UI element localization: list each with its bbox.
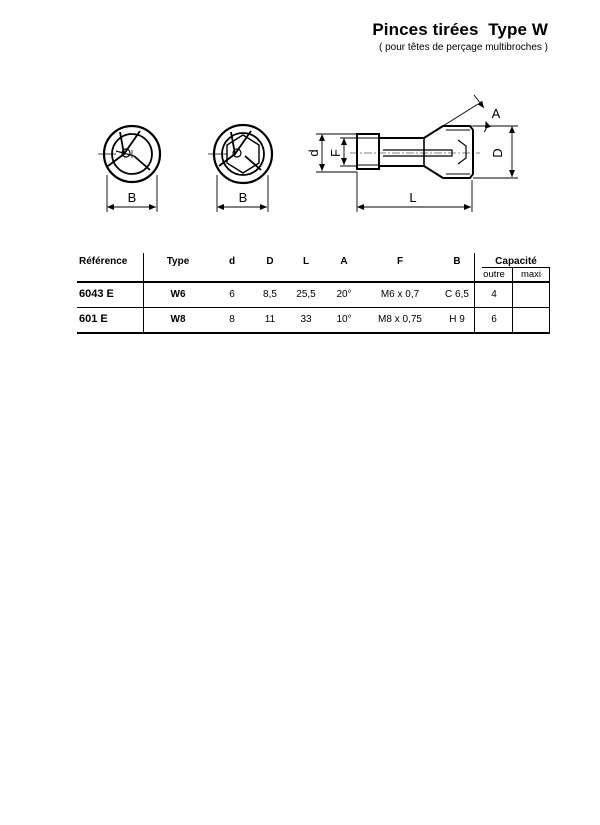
- cell-A: 10°: [336, 314, 352, 325]
- header-maxi: maxi: [520, 269, 542, 280]
- header-A: A: [340, 256, 348, 267]
- header-type: Type: [166, 256, 190, 267]
- cell-reference: 6043 E: [79, 288, 114, 300]
- cell-outre: 6: [491, 314, 497, 325]
- collet-table: [0, 0, 600, 340]
- header-reference: Référence: [79, 256, 128, 267]
- header-D: D: [266, 256, 274, 267]
- cell-B: C 6,5: [445, 289, 469, 300]
- header-capacite: Capacité: [495, 256, 537, 267]
- cell-F: M8 x 0,75: [378, 314, 422, 325]
- side-dim-D: D: [490, 148, 505, 158]
- side-dim-L: L: [409, 190, 417, 205]
- side-dim-A: A: [491, 106, 501, 121]
- front-view-1-dim-B: B: [127, 190, 137, 205]
- header-d: d: [228, 256, 236, 267]
- cell-L: 33: [300, 314, 312, 325]
- cell-d: 6: [229, 289, 235, 300]
- header-L: L: [302, 256, 310, 267]
- side-dim-F: F: [328, 149, 343, 157]
- cell-outre: 4: [491, 289, 497, 300]
- page-subtitle: ( pour têtes de perçage multibroches ): [379, 42, 548, 53]
- cell-D: 8,5: [263, 289, 277, 300]
- header-B: B: [453, 256, 461, 267]
- cell-A: 20°: [336, 289, 352, 300]
- title-type: Type W: [488, 20, 548, 39]
- cell-B: H 9: [449, 314, 465, 325]
- cell-F: M6 x 0,7: [380, 289, 420, 300]
- cell-L: 25,5: [296, 289, 316, 300]
- header-outre: outre: [483, 269, 505, 280]
- cell-type: W6: [170, 289, 186, 300]
- header-F: F: [396, 256, 404, 267]
- cell-D: 11: [264, 314, 276, 325]
- cell-type: W8: [170, 314, 186, 325]
- cell-d: 8: [229, 314, 235, 325]
- front-view-2-dim-B: B: [238, 190, 248, 205]
- side-dim-d: d: [306, 149, 321, 157]
- title-main: Pinces tirées: [372, 20, 479, 39]
- cell-reference: 601 E: [79, 313, 108, 325]
